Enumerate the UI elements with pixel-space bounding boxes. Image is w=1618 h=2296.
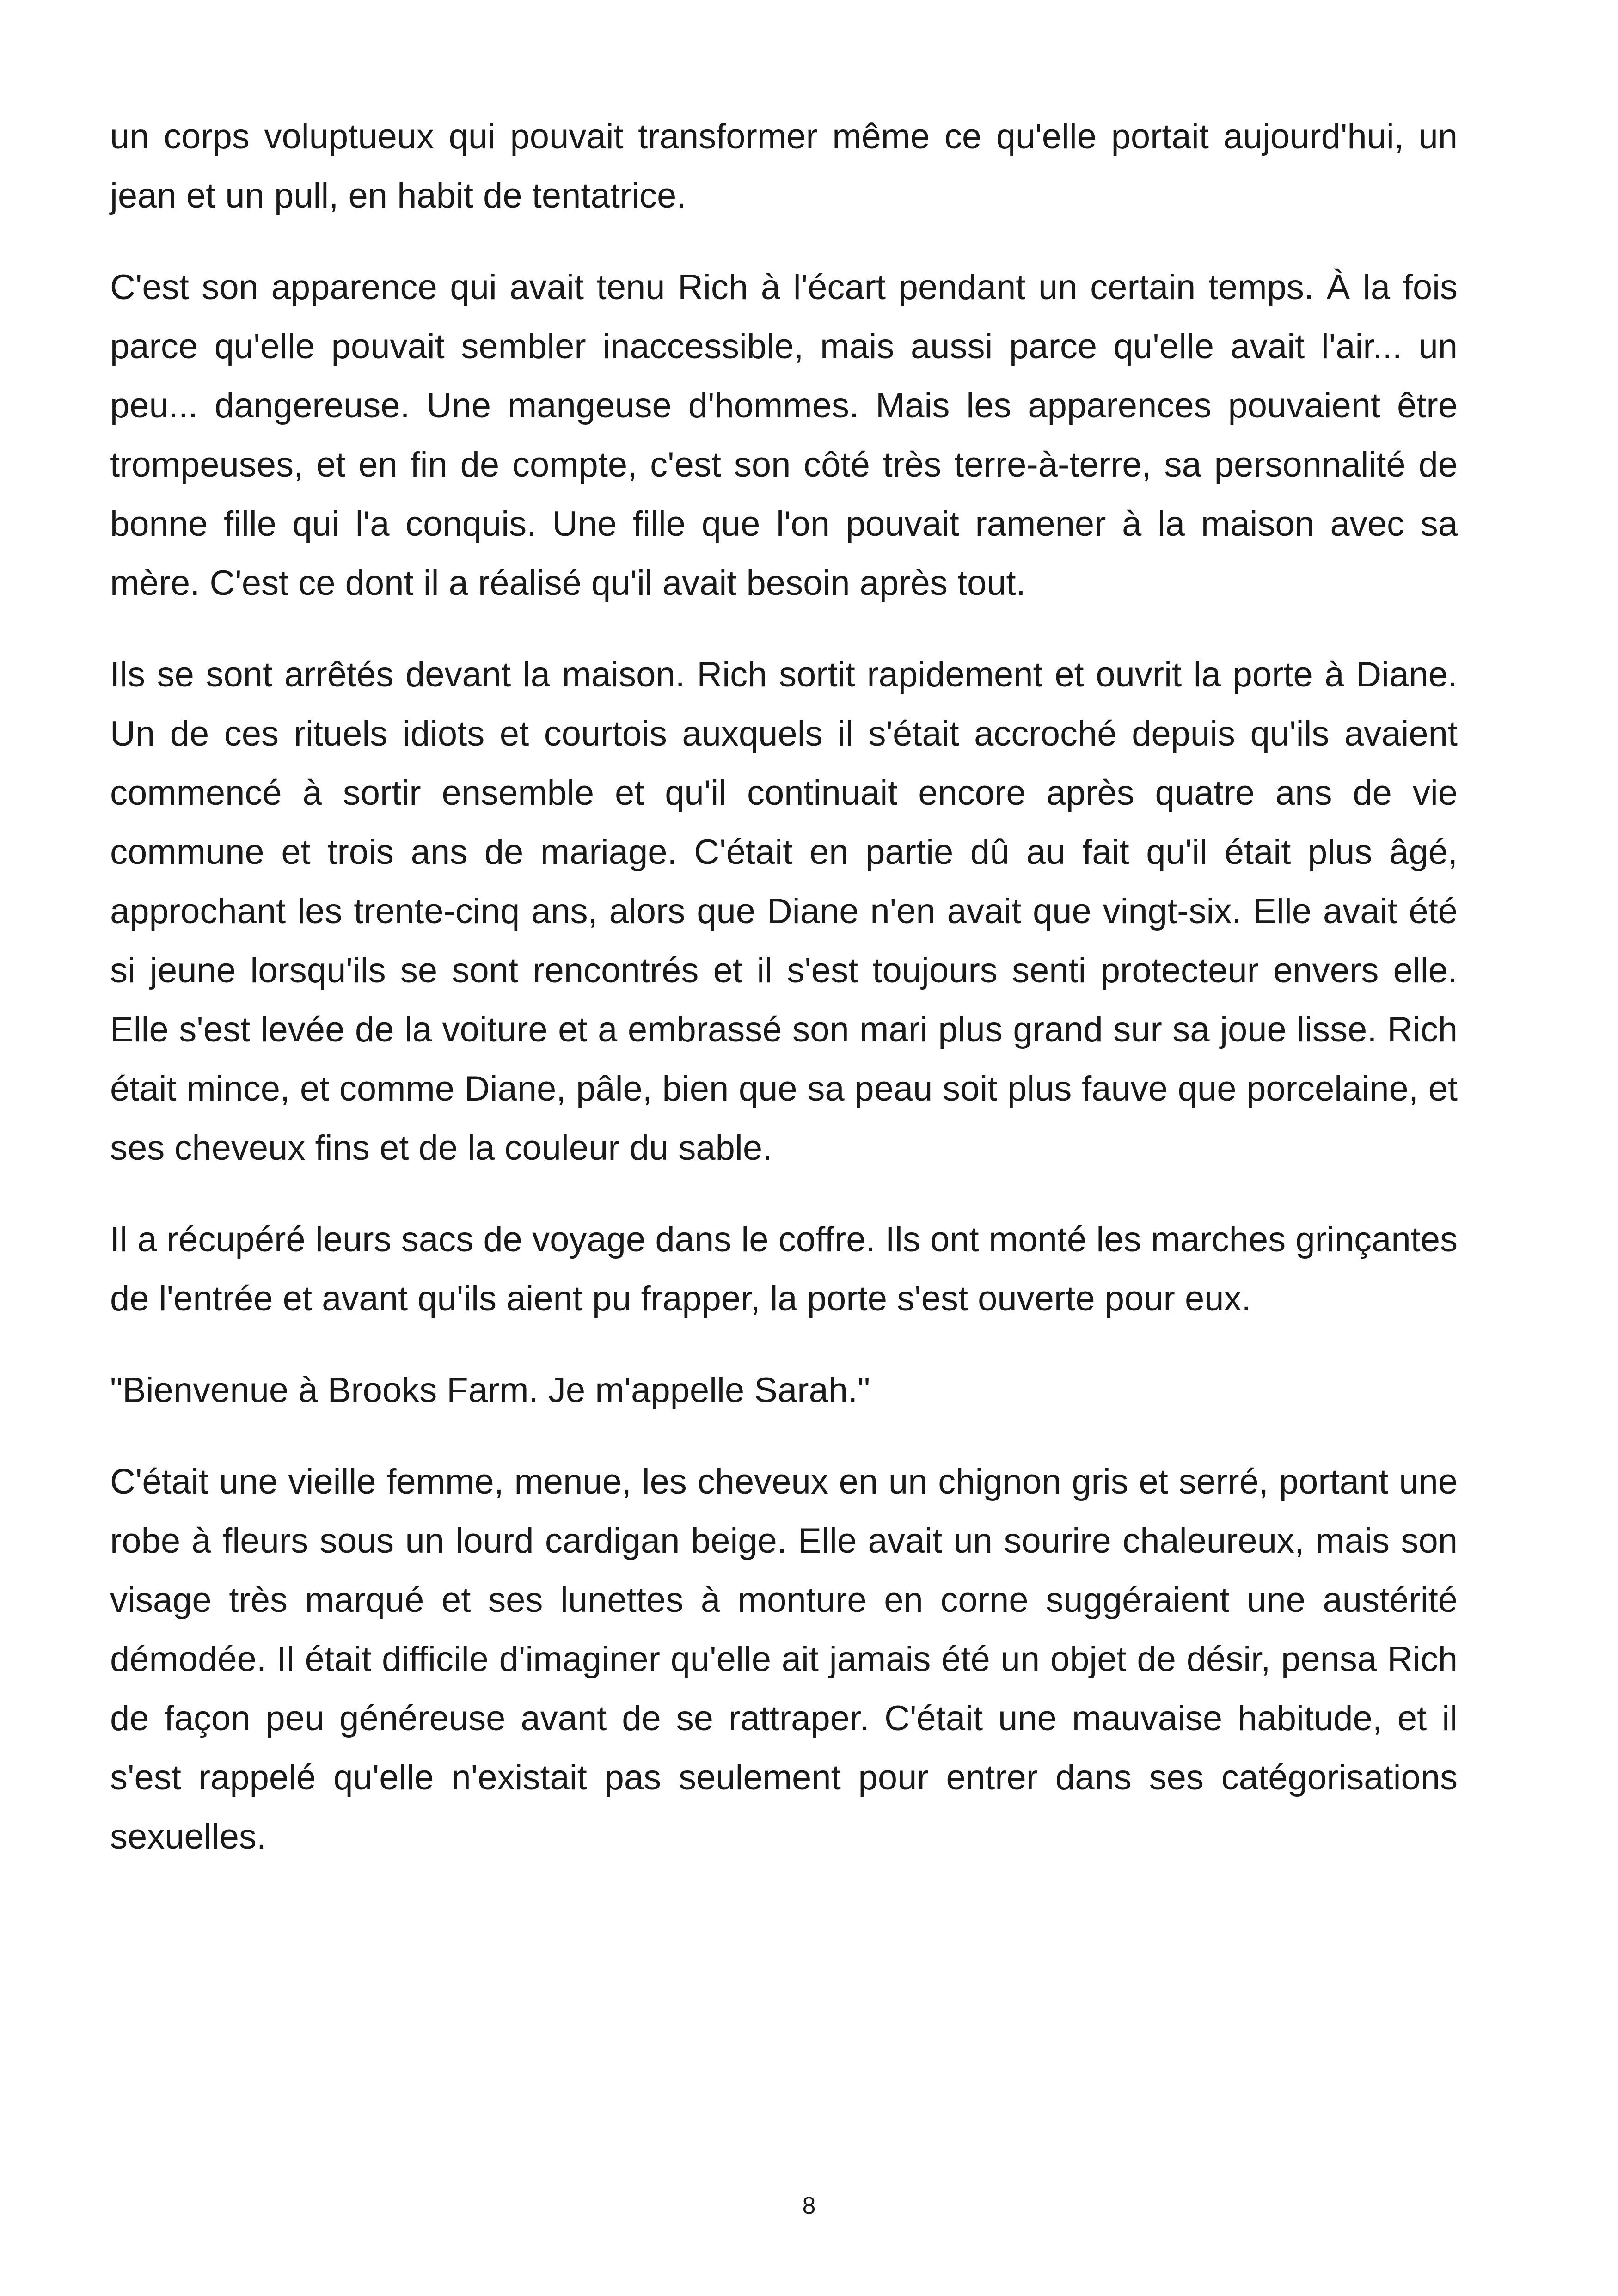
paragraph-1: un corps voluptueux qui pouvait transformer même ce qu'elle portait aujourd'hui, un jean et un pull, en habit de tentatrice. [110,117,1458,215]
page-number: 8 [802,2192,816,2219]
paragraph-3: Ils se sont arrêtés devant la maison. Rich sortit rapidement et ouvrit la porte à Diane. Un de ces rituels idiots et courtois auxquels il s'était accroché depuis qu'ils avaient commencé à sortir ensemble et qu'il continuait encore après quatre ans de vie commune et trois ans de mariage. C'était en partie dû au fait qu'il était plus âgé, approchant les trente-cinq ans, alors que Diane n'en avait que vingt-six. Elle avait été si jeune lorsqu'ils se sont rencontrés et il s'est toujours senti protecteur envers elle. Elle s'est levée de la voiture et a embrassé son mari plus grand sur sa joue lisse. Rich était mince, et comme Diane, pâle, bien que sa peau soit plus fauve que porcelaine, et ses cheveux fins et de la couleur du sable. [110,655,1458,1168]
paragraph-5: "Bienvenue à Brooks Farm. Je m'appelle Sarah." [110,1371,870,1410]
paragraph-2: C'est son apparence qui avait tenu Rich à l'écart pendant un certain temps. À la fois parce qu'elle pouvait sembler inaccessible, mais aussi parce qu'elle avait l'air... un peu... dangereuse. Une mangeuse d'hommes. Mais les apparences pouvaient être trompeuses, et en fin de compte, c'est son côté très terre-à-terre, sa personnalité de bonne fille qui l'a conquis. Une fille que l'on pouvait ramener à la maison avec sa mère. C'est ce dont il a réalisé qu'il avait besoin après tout. [110,268,1458,603]
paragraph-6: C'était une vieille femme, menue, les cheveux en un chignon gris et serré, portant une robe à fleurs sous un lourd cardigan beige. Elle avait un sourire chaleureux, mais son visage très marqué et ses lunettes à monture en corne suggéraient une austérité démodée. Il était difficile d'imaginer qu'elle ait jamais été un objet de désir, pensa Rich de façon peu généreuse avant de se rattraper. C'était une mauvaise habitude, et il s'est rappelé qu'elle n'existait pas seulement pour entrer dans ses catégorisations sexuelles. [110,1462,1458,1856]
paragraph-4: Il a récupéré leurs sacs de voyage dans le coffre. Ils ont monté les marches grinçantes de l'entrée et avant qu'ils aient pu frapper, la porte s'est ouverte pour eux. [110,1220,1458,1318]
body-text [110,107,1458,1899]
